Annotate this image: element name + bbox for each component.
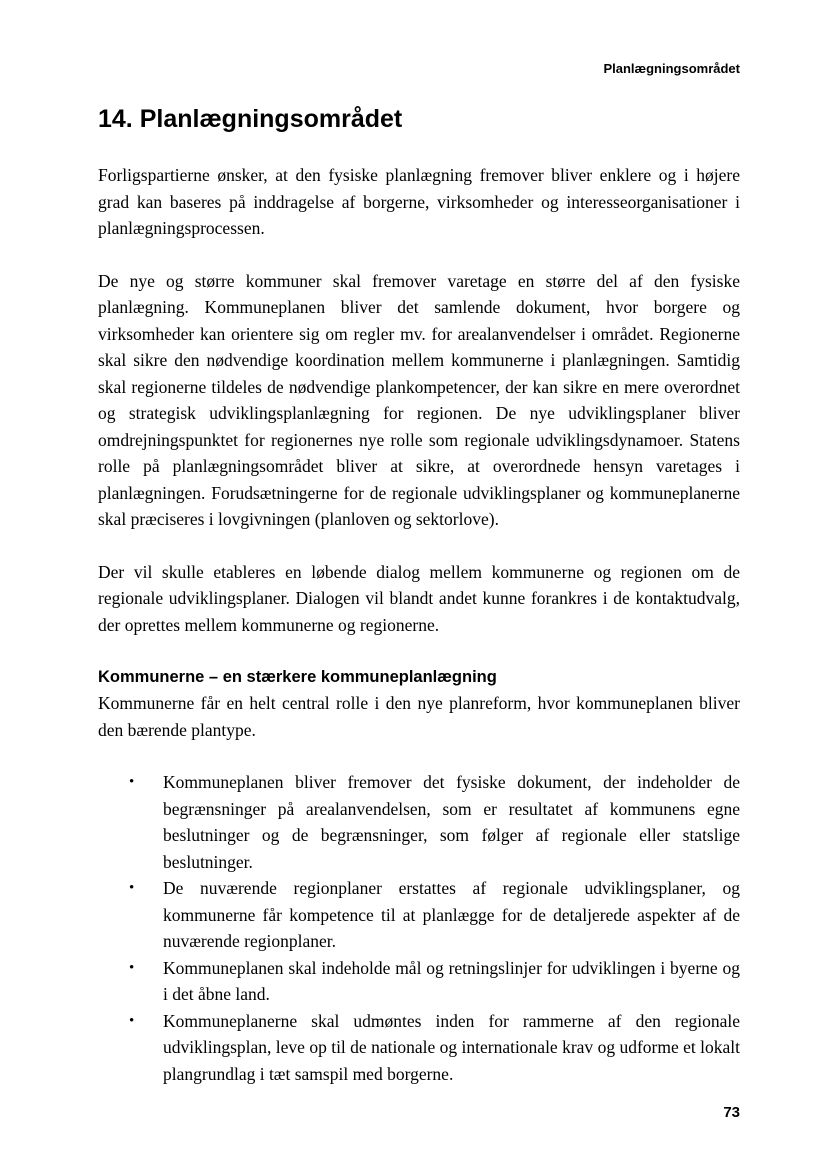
bullet-item xyxy=(98,955,740,1008)
paragraph: De nye og større kommuner skal fremover varetage en større del af den fysiske planlægning. Kommuneplanen bliver det samlende dokument, hvor borgere og virksomheder kan orientere sig om regler mv. for arealanvendelser i området. Regionerne skal sikre den nødvendige koordination mellem kommunerne i planlægningen. Samtidig skal regionerne tildeles de nødvendige plankompetencer, der kan sikre en mere overordnet og strategisk udviklingsplanlægning for regionen. De nye udviklingsplaner bliver omdrejningspunktet for regionernes nye rolle som regionale udviklingsdynamoer. Statens rolle på planlægningsområdet bliver at sikre, at overordnede hensyn varetages i planlægningen. Forudsætningerne for de regionale udviklingsplaner og kommuneplanerne skal præciseres i lovgivningen (planloven og sektorlove). xyxy=(98,270,740,529)
bullet-icon: • xyxy=(129,959,135,976)
section-heading: Kommunerne – en stærkere kommuneplanlægning xyxy=(98,668,497,686)
bullet-item xyxy=(98,875,740,955)
page-title: 14. Planlægningsområdet xyxy=(98,105,403,133)
section-intro-paragraph: Kommunerne får en helt central rolle i den nye planreform, hvor kommuneplanen bliver den bærende plantype. xyxy=(98,693,740,740)
bullet-list xyxy=(98,769,740,1087)
bullet-item-text: Kommuneplanen skal indeholde mål og retningslinjer for udviklingen i byerne og i det åbne land. xyxy=(163,957,740,1004)
bullet-icon: • xyxy=(129,774,135,790)
bullet-item xyxy=(98,1008,740,1088)
bullet-icon: • xyxy=(129,1012,135,1029)
page-number: 73 xyxy=(723,1104,740,1121)
running-header: Planlægningsområdet xyxy=(603,61,740,76)
bullet-item-text: Kommuneplanen bliver fremover det fysiske dokument, der indeholder de begrænsninger på arealanvendelsen, som er resultatet af kommunens egne beslutninger og de begrænsninger, som følger af regionale eller statslige beslutninger. xyxy=(163,772,740,872)
bullet-item-text: De nuværende regionplaner erstattes af regionale udviklingsplaner, og kommunerne får kompetence til at planlægge for de detaljerede aspekter af de nuværende regionplaner. xyxy=(163,878,740,951)
bullet-icon: • xyxy=(129,880,135,896)
paragraph: Der vil skulle etableres en løbende dialog mellem kommunerne og regionen om de regionale udviklingsplaner. Dialogen vil blandt andet kunne forankres i de kontaktudvalg, der oprettes mellem kommunerne og regionerne. xyxy=(98,561,740,635)
paragraph: Forligspartierne ønsker, at den fysiske planlægning fremover bliver enklere og i højere grad kan baseres på inddragelse af borgerne, virksomheder og interesseorganisationer i planlægningsprocessen. xyxy=(98,165,740,238)
bullet-item xyxy=(98,769,740,875)
bullet-item-text: Kommuneplanerne skal udmøntes inden for rammerne af den regionale udviklingsplan, leve op til de nationale og internationale krav og udforme et lokalt plangrundlag i tæt samspil med borgerne. xyxy=(163,1010,740,1084)
